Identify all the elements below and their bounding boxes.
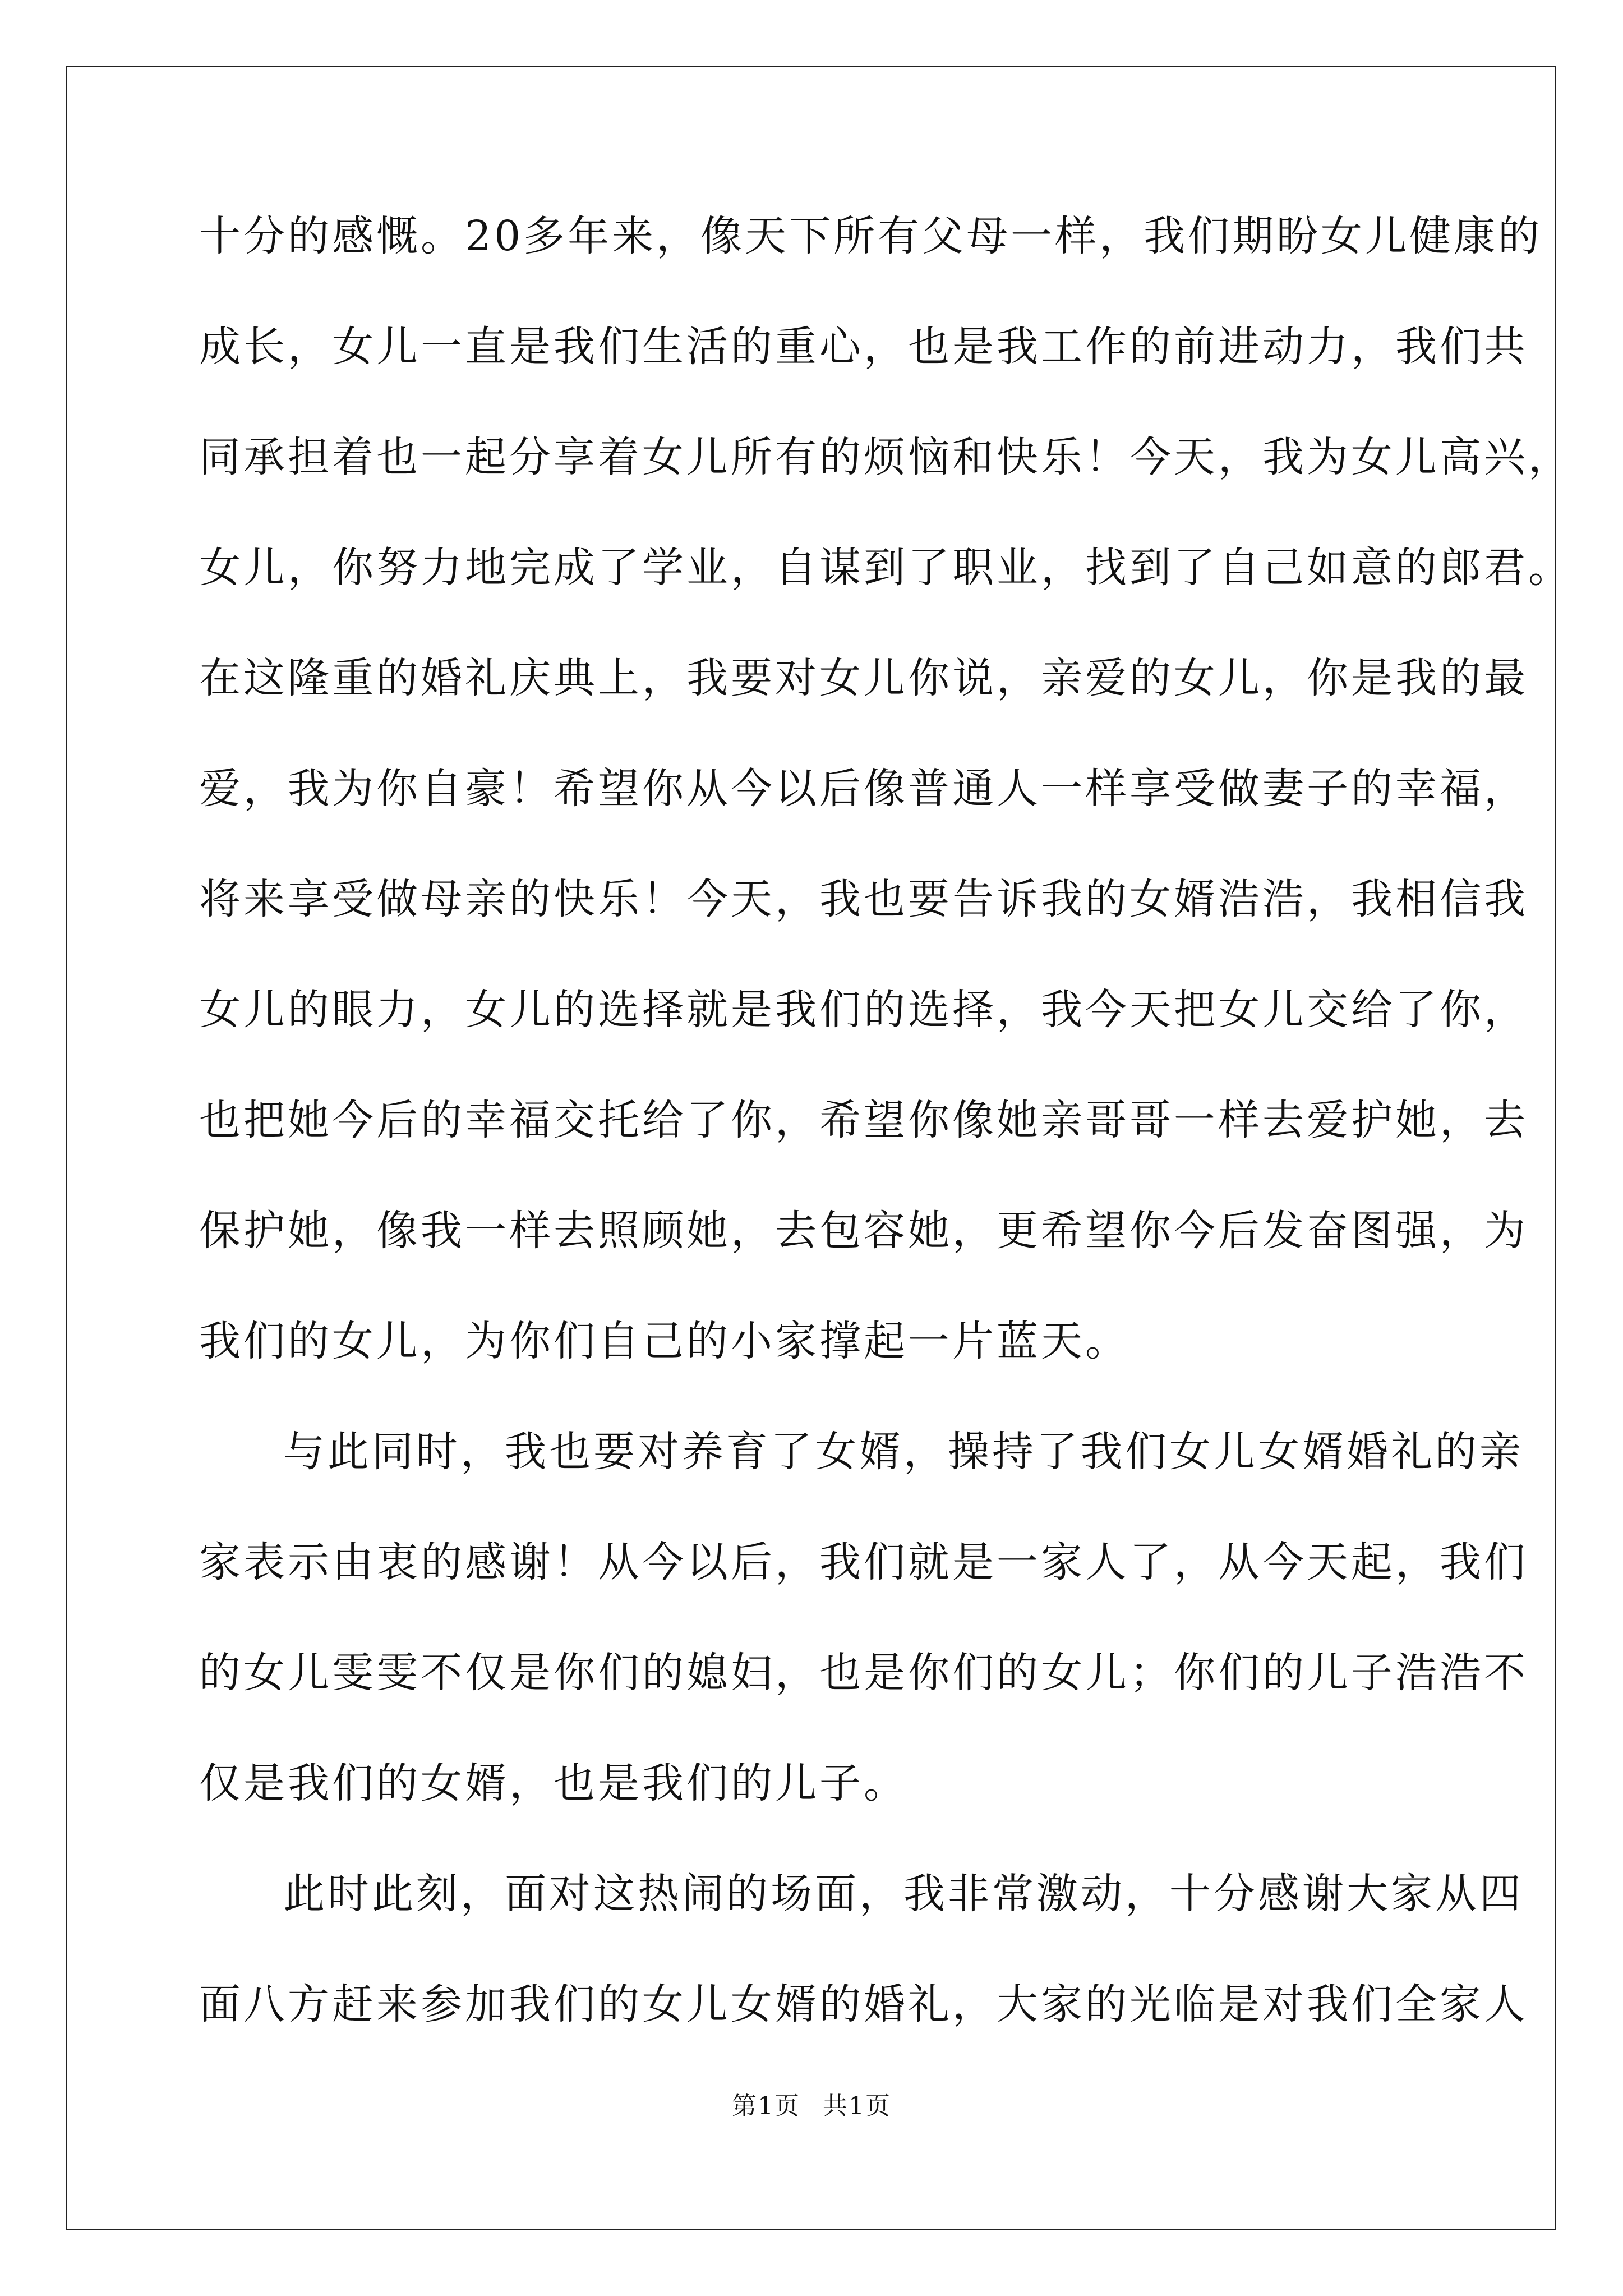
text-line: 在这隆重的婚礼庆典上，我要对女儿你说，亲爱的女儿，你是我的最 <box>199 654 1528 702</box>
page-number: 第1页 <box>732 2092 800 2120</box>
text-line: 女儿的眼力，女儿的选择就是我们的选择，我今天把女儿交给了你， <box>199 986 1528 1034</box>
page-count: 共1页 <box>823 2092 891 2120</box>
text-line: 十分的感慨。20多年来，像天下所有父母一样，我们期盼女儿健康的 <box>199 212 1543 260</box>
text-line: 仅是我们的女婿，也是我们的儿子。 <box>199 1759 908 1807</box>
document-body <box>199 208 1573 2086</box>
text-line: 的女儿雯雯不仅是你们的媳妇，也是你们的女儿；你们的儿子浩浩不 <box>199 1649 1528 1697</box>
paragraph-first-line: 与此同时，我也要对养育了女婿，操持了我们女儿女婿婚礼的亲 <box>283 1428 1524 1476</box>
text-line: 同承担着也一起分享着女儿所有的烦恼和快乐！今天，我为女儿高兴， <box>199 433 1573 481</box>
text-line: 也把她今后的幸福交托给了你，希望你像她亲哥哥一样去爱护她，去 <box>199 1096 1528 1144</box>
text-line: 家表示由衷的感谢！从今以后，我们就是一家人了，从今天起，我们 <box>199 1538 1528 1586</box>
text-line: 女儿，你努力地完成了学业，自谋到了职业，找到了自己如意的郎君。 <box>199 544 1573 592</box>
text-line: 爱，我为你自豪！希望你从今以后像普通人一样享受做妻子的幸福， <box>199 765 1528 813</box>
text-line: 将来享受做母亲的快乐！今天，我也要告诉我的女婿浩浩，我相信我 <box>199 875 1528 923</box>
text-line: 保护她，像我一样去照顾她，去包容她，更希望你今后发奋图强，为 <box>199 1207 1528 1255</box>
text-line: 我们的女儿，为你们自己的小家撑起一片蓝天。 <box>199 1317 1129 1365</box>
text-line: 成长，女儿一直是我们生活的重心，也是我工作的前进动力，我们共 <box>199 323 1528 371</box>
text-line: 面八方赶来参加我们的女儿女婿的婚礼，大家的光临是对我们全家人 <box>199 1980 1528 2028</box>
paragraph-first-line: 此时此刻，面对这热闹的场面，我非常激动，十分感谢大家从四 <box>283 1870 1524 1918</box>
page-footer <box>0 2090 1623 2123</box>
